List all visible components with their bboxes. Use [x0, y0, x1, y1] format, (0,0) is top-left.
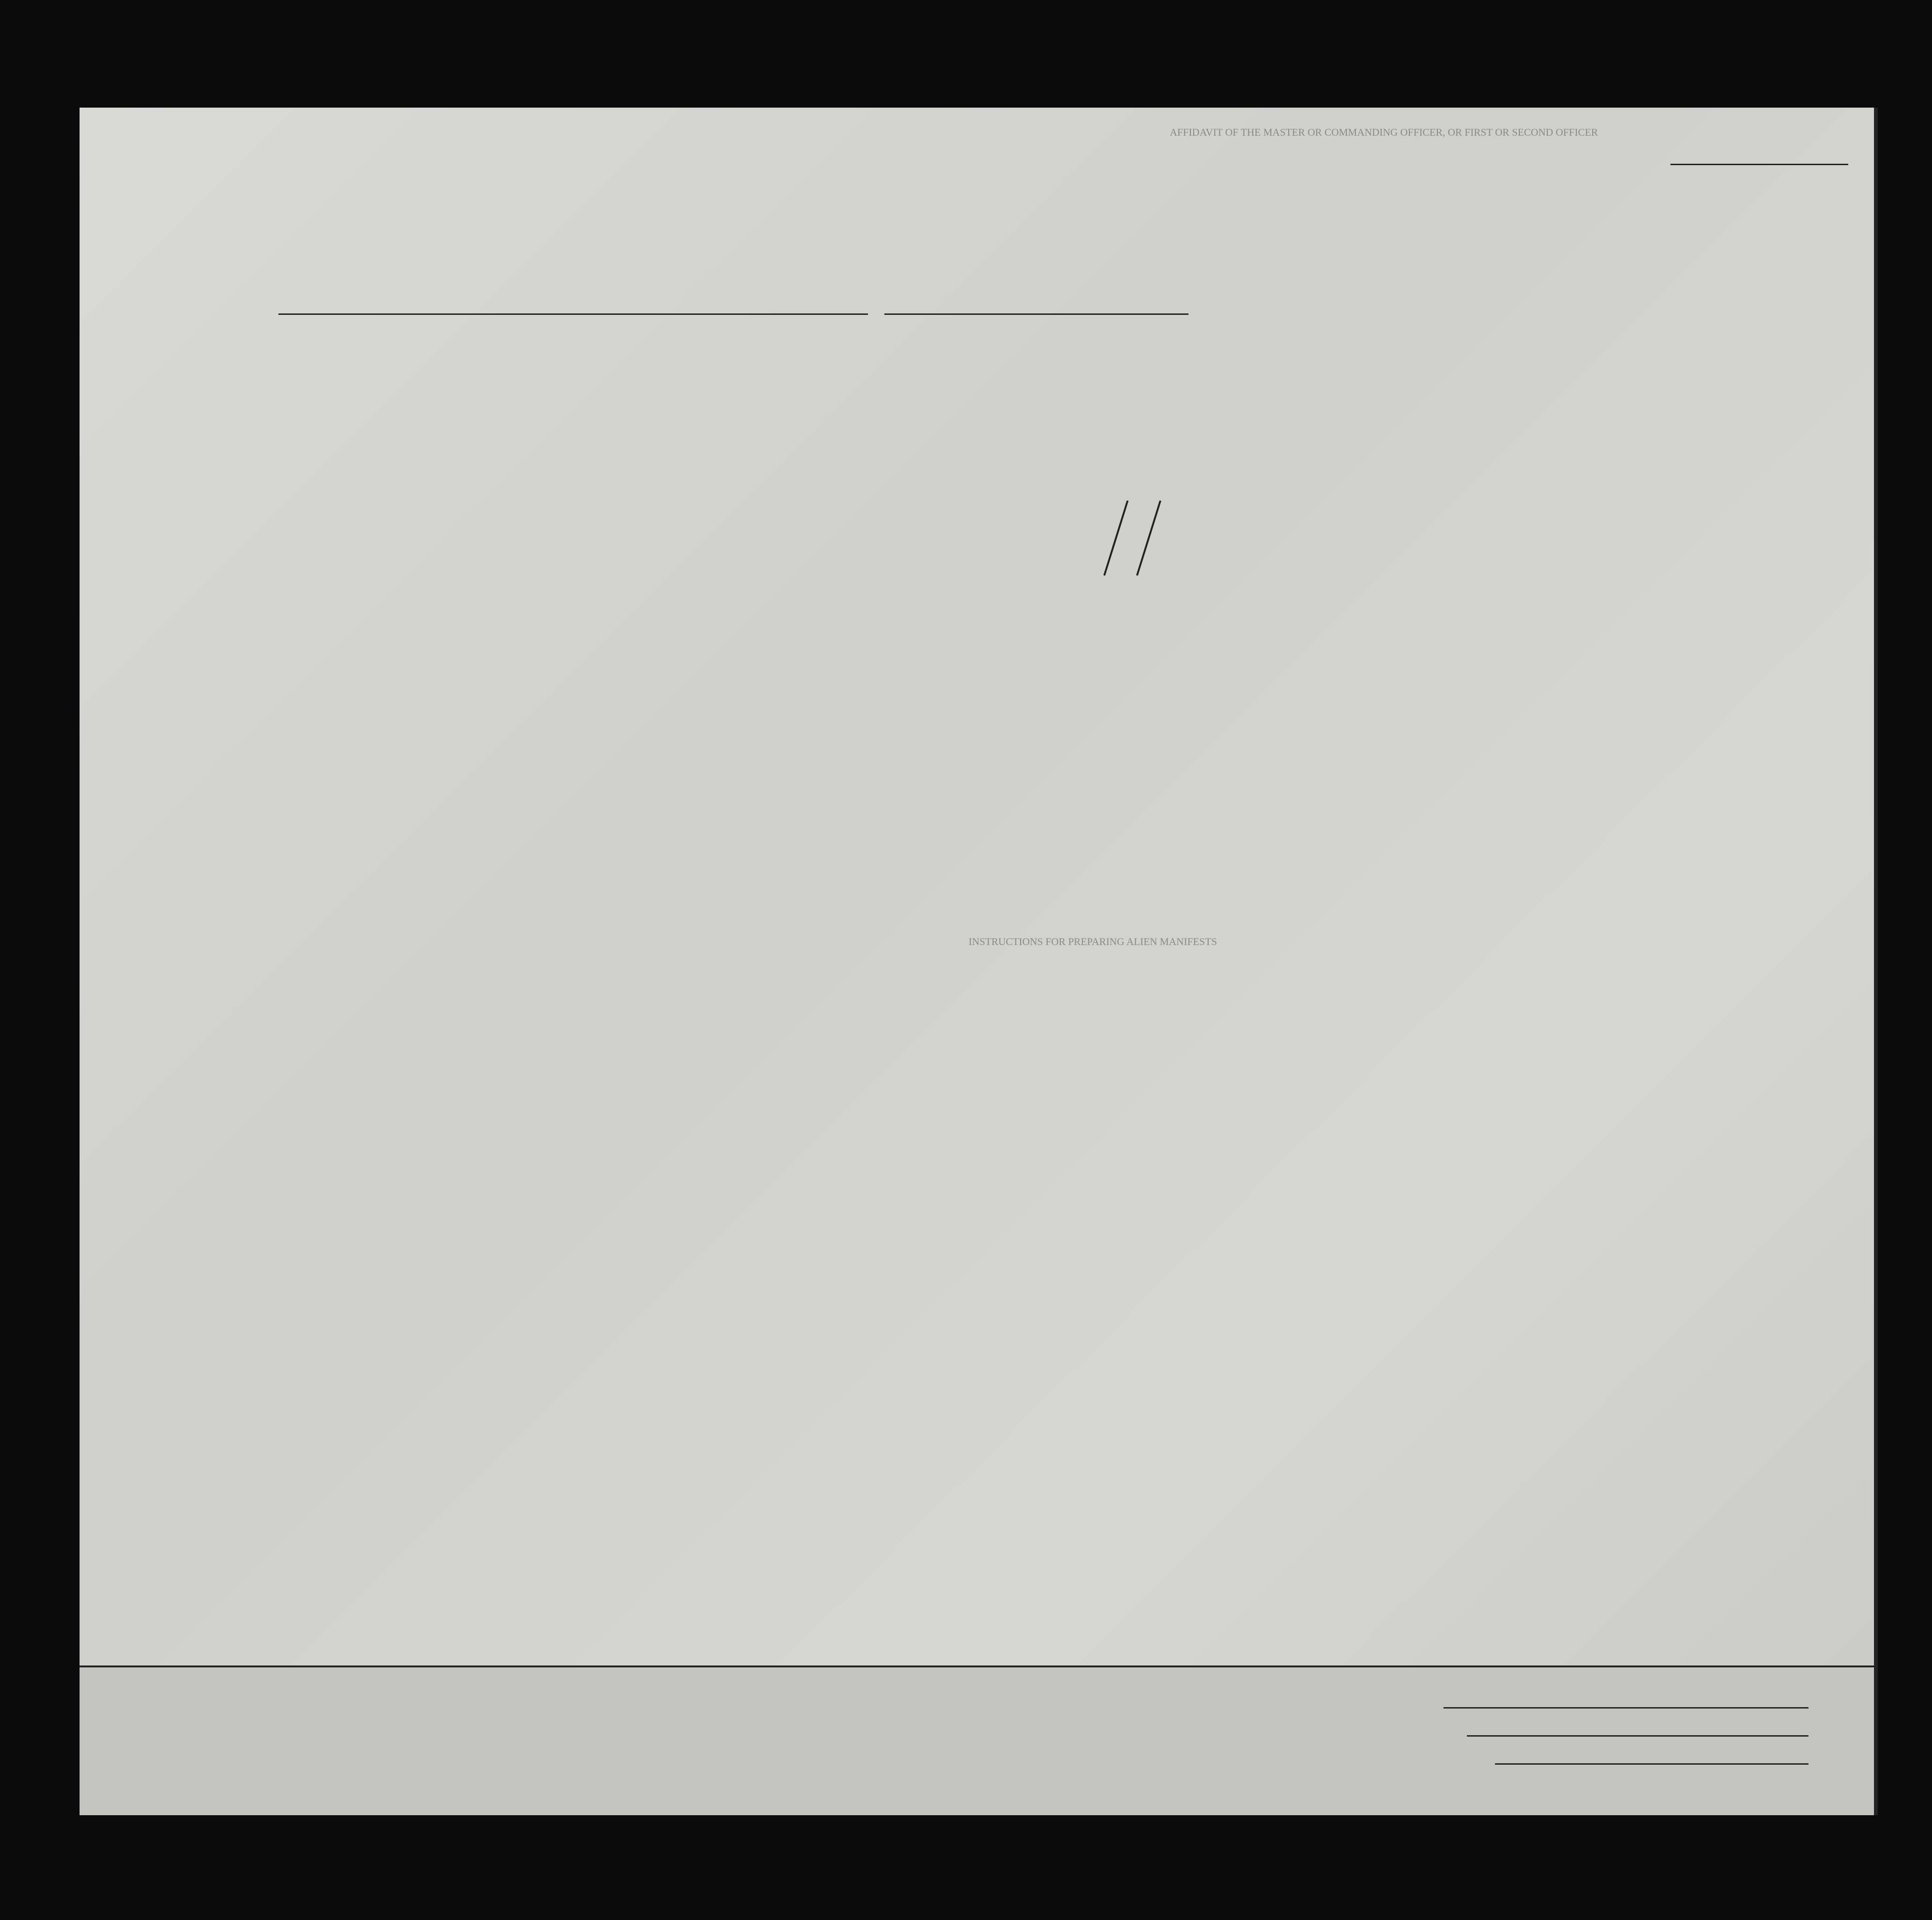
owners-underline	[1467, 1735, 1808, 1737]
manifest-sheet	[80, 108, 1878, 1815]
bleed-through-text: AFFIDAVIT OF THE MASTER OR COMMANDING OFFICER, OR FIRST OR SECOND OFFICER	[1170, 126, 1598, 138]
footer	[80, 1665, 1874, 1815]
line-underline	[1444, 1707, 1808, 1709]
bleed-through-text: INSTRUCTIONS FOR PREPARING ALIEN MANIFESTS	[969, 936, 1217, 947]
agents-underline	[1495, 1763, 1808, 1765]
table-grid	[80, 108, 1874, 1665]
purpose-slash-marks	[1086, 501, 1217, 580]
